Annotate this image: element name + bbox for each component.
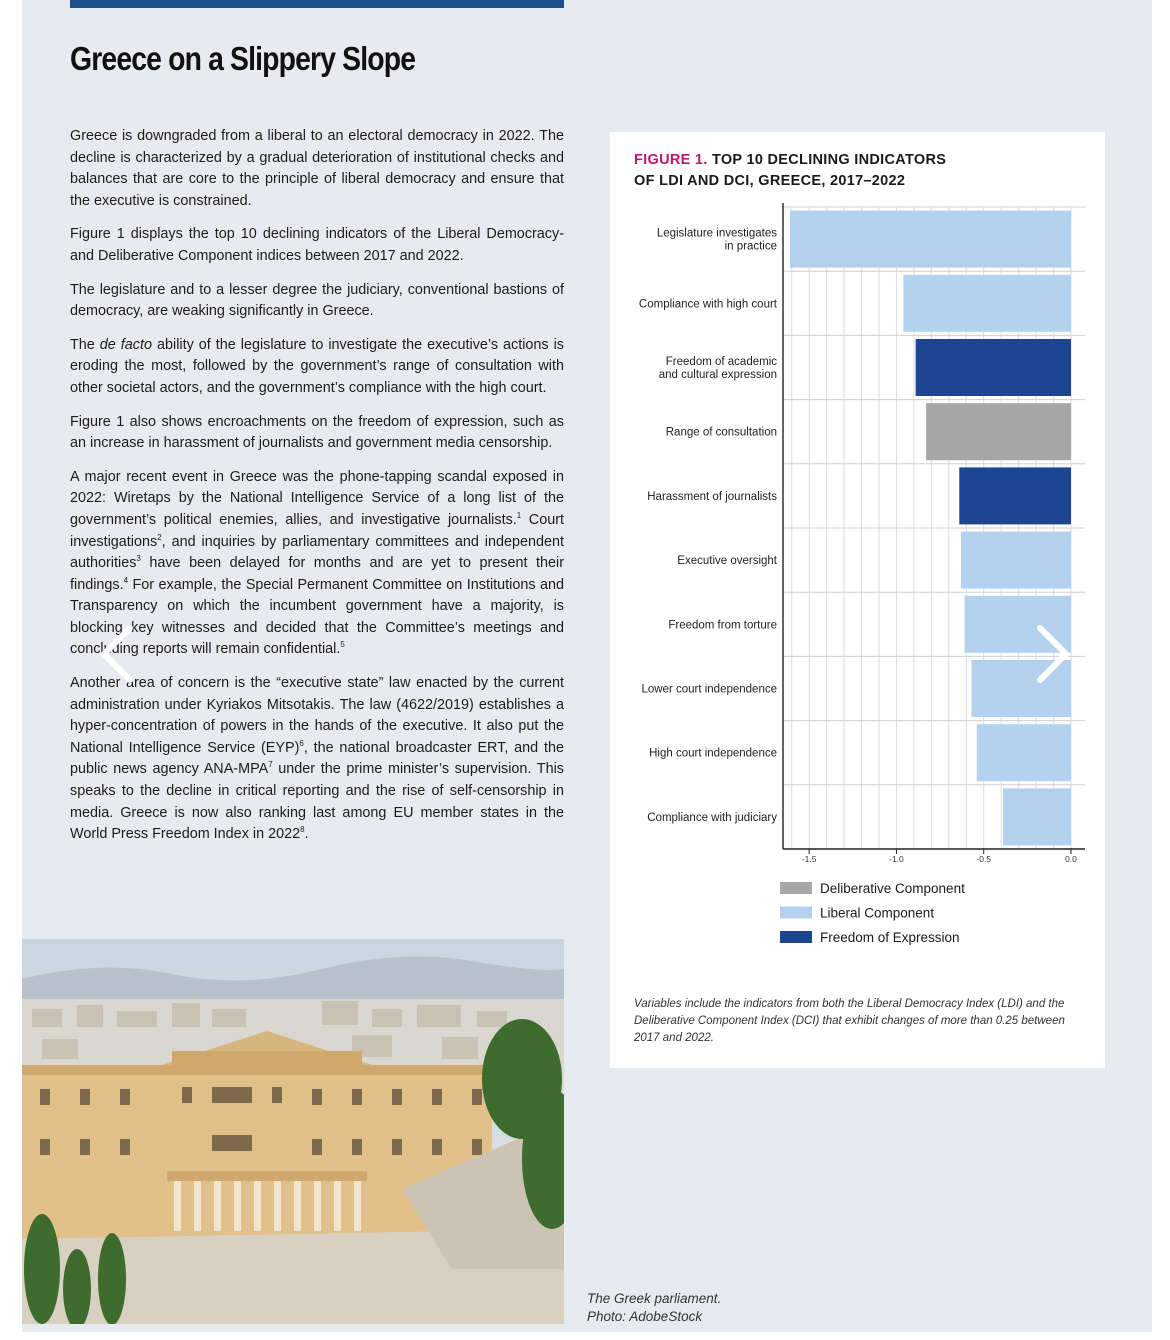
legend-swatch [780,907,812,919]
category-label-line: Compliance with judiciary [647,811,777,824]
top-accent-bar [70,0,564,8]
bar [926,403,1071,460]
category-label [666,427,777,439]
x-tick-label: -1.5 [801,854,817,864]
category-label-line: Executive oversight [677,555,777,568]
paragraph-5: Figure 1 also shows encroachments on the freedom of expression, such as an increase in harassment of journalists and government media censorship. [70,413,564,452]
chevron-right-icon [1030,624,1074,684]
legend-label: Deliberative Component [820,881,965,896]
figure-title: FIGURE 1. TOP 10 DECLINING INDICATORS OF LDI AND DCI, GREECE, 2017–2022 [634,152,947,189]
category-label-line: Harassment of journalists [647,490,777,503]
footnote-ref[interactable]: 6 [299,739,304,749]
footnote-ref[interactable]: 5 [340,640,345,650]
bar [977,724,1071,781]
italic-term: de facto [99,336,152,353]
legend-label: Liberal Component [820,905,935,921]
footnote-ref[interactable]: 3 [136,554,141,564]
category-label [677,555,778,567]
category-label-line: Freedom from torture [668,619,777,632]
next-button[interactable] [1030,624,1074,684]
footnote-ref[interactable]: 7 [268,760,273,770]
legend-label: Freedom of Expression [820,930,960,945]
article-title: Greece on a Slippery Slope [70,40,416,77]
paragraph-4: The de facto ability of the legislature to investigate the executive’s actions is eroding the most, followed by the government’s range of consultation with other societal actors, and the government’s compliance with the high court. [70,336,564,396]
bar [903,275,1071,332]
legend-swatch [780,931,812,943]
category-label [668,619,777,631]
bar [961,532,1071,589]
category-label-line: Compliance with high court [638,298,777,311]
category-label-line: Legislature investigates [656,227,777,240]
category-label [659,356,778,381]
x-tick-label: -1.0 [889,854,904,864]
paragraph-3: The legislature and to a lesser degree the judiciary, conventional bastions of democracy, are weaking significantly in Greece. [70,281,564,320]
category-label-line: Range of consultation [665,426,777,439]
bar [1003,788,1071,845]
footnote-ref[interactable]: 2 [157,532,162,542]
bar [959,467,1071,524]
paragraph-1: Greece is downgraded from a liberal to an electoral democracy in 2022. The decline is characterized by a gradual deterioration of institutional checks and balances that are core to the principle of liberal democracy and ensure that the executive is constrained. [70,128,564,209]
bar-chart [610,132,1105,972]
footnote-ref[interactable]: 4 [123,575,129,585]
paragraph-7: Another area of concern is the “executive state” law enacted by the current administration under Kyriakos Mitsotakis. The law (4622/2019) establishes a hyper-concentration of powers in the hands of the executive. It also put the National Intelligence Service (EYP)$^6$, the national broadcaster ERT, and the public news agency ANA-MPA$^7$ under the prime minister’s supervision. This speaks to the decline in critical reporting and the rise of self-censorship in media. Greece is now also ranking last among EU member states in the World Press Freedom Index in 2022$^8$. [70,675,564,843]
category-label [649,748,777,760]
bar [790,211,1071,268]
footnote-ref[interactable]: 8 [300,825,305,835]
category-label [657,228,777,253]
paragraph-2: Figure 1 displays the top 10 declining indicators of the Liberal Democracy- and Deliberative Component indices between 2017 and 2022. [70,226,564,264]
photo-caption: The Greek parliament. Photo: AdobeStock [587,1291,722,1324]
legend-swatch [780,882,812,894]
category-label [647,491,777,503]
category-label-line: Lower court independence [641,683,777,696]
previous-button[interactable] [96,624,140,684]
figure-note: Variables include the indicators from both the Liberal Democracy Index (LDI) and the Deliberative Component Index (DCI) that exhibit changes of more than 0.25 between 2017 and 2022. [634,998,1065,1044]
category-label [641,684,777,696]
paragraph-6: A major recent event in Greece was the phone-tapping scandal exposed in 2022: Wiretaps by the National Intelligence Service of a long list of the government’s political enemies, allies, and investigative journalists.$^1$ Court investigations$^2$, and inquiries by parliamentary committees and independent authorities$^3$ have been delayed for months and are yet to present their findings.$^4$ For example, the Special Permanent Committee on Institutions and Transparency on which the incumbent government have a majority, is blocking key witnesses and decided that the Committee’s meetings and concluding reports will remain confidential.$^5$ [70,468,564,658]
category-label-line: and cultural expression [658,369,777,381]
bar [916,339,1071,396]
category-label-line: High court independence [649,747,777,760]
article-body [70,126,564,858]
figure-label: FIGURE 1. [634,152,708,168]
parliament-photo [22,939,564,1324]
category-label [639,298,778,310]
figure-panel [610,132,1105,1068]
category-label-line: Freedom of academic [665,356,777,368]
x-tick-label: -0.5 [976,854,992,864]
category-label [647,812,777,824]
chevron-left-icon [96,624,140,684]
x-tick-label: 0.0 [1065,854,1077,864]
category-label-line: in practice [724,240,777,253]
footnote-ref[interactable]: 1 [516,511,522,521]
